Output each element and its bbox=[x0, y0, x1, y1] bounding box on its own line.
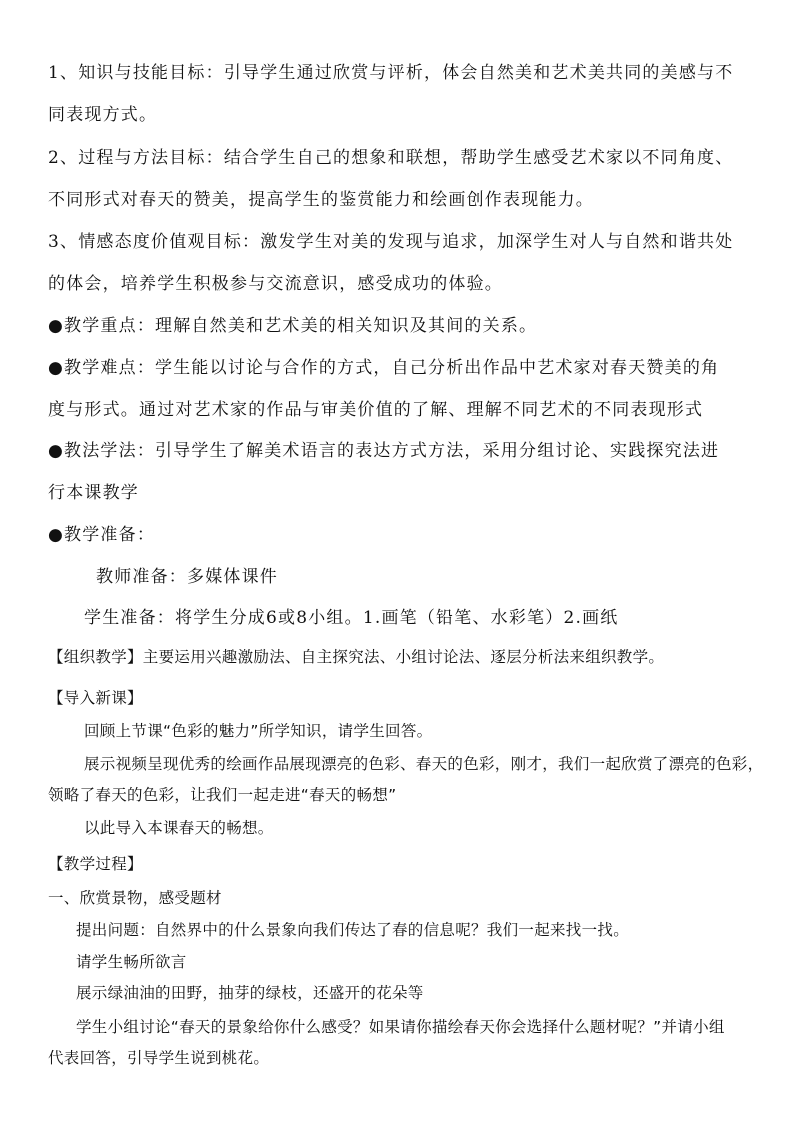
teacher-prep: 教师准备：多媒体课件 bbox=[96, 567, 278, 587]
intro-paragraph-1: 回顾上节课“色彩的魅力”所学知识，请学生回答。 bbox=[84, 722, 433, 740]
section-1-paragraph-4-line-2: 代表回答，引导学生说到桃花。 bbox=[48, 1049, 270, 1067]
goal-process-line-1: 2、过程与方法目标：结合学生自己的想象和联想，帮助学生感受艺术家以不同角度、 bbox=[48, 148, 734, 168]
goal-process-line-2: 不同形式对春天的赞美，提高学生的鉴赏能力和绘画创作表现能力。 bbox=[48, 190, 594, 210]
intro-paragraph-3: 以此导入本课春天的畅想。 bbox=[84, 819, 274, 837]
intro-paragraph-2-line-2: 领略了春天的色彩，让我们一起走进“春天的畅想” bbox=[48, 786, 397, 804]
teaching-key-point: ●教学重点：理解自然美和艺术美的相关知识及其间的关系。 bbox=[48, 316, 538, 336]
teaching-prep-heading: ●教学准备： bbox=[48, 525, 156, 545]
section-1-heading: 一、欣赏景物，感受题材 bbox=[48, 889, 222, 907]
teaching-difficulty-line-1: ●教学难点：学生能以讨论与合作的方式，自己分析出作品中艺术家对春天赞美的角 bbox=[48, 358, 720, 378]
goal-knowledge-line-1: 1、知识与技能目标：引导学生通过欣赏与评析，体会自然美和艺术美共同的美感与不 bbox=[48, 63, 734, 83]
goal-knowledge-line-2: 同表现方式。 bbox=[48, 105, 158, 125]
section-1-paragraph-3: 展示绿油油的田野，抽芽的绿枝，还盛开的花朵等 bbox=[76, 984, 424, 1002]
process-heading: 【教学过程】 bbox=[48, 855, 143, 873]
goal-emotion-line-1: 3、情感态度价值观目标：激发学生对美的发现与追求，加深学生对人与自然和谐共处 bbox=[48, 232, 734, 252]
student-prep: 学生准备：将学生分成6或8小组。1.画笔（铅笔、水彩笔）2.画纸 bbox=[84, 608, 619, 628]
intro-heading: 【导入新课】 bbox=[48, 689, 143, 707]
section-1-paragraph-1: 提出问题：自然界中的什么景象向我们传达了春的信息呢？我们一起来找一找。 bbox=[76, 921, 630, 939]
teaching-difficulty-line-2: 度与形式。通过对艺术家的作品与审美价值的了解、理解不同艺术的不同表现形式 bbox=[48, 400, 704, 420]
goal-emotion-line-2: 的体会，培养学生积极参与交流意识，感受成功的体验。 bbox=[48, 274, 503, 294]
section-1-paragraph-2: 请学生畅所欲言 bbox=[76, 953, 187, 971]
teaching-method-line-2: 行本课教学 bbox=[48, 483, 139, 503]
intro-paragraph-2-line-1: 展示视频呈现优秀的绘画作品展现漂亮的色彩、春天的色彩，刚才，我们一起欣赏了漂亮的色彩， bbox=[84, 755, 764, 773]
section-1-paragraph-4-line-1: 学生小组讨论“春天的景象给你什么感受？如果请你描绘春天你会选择什么题材呢？”并请小组 bbox=[76, 1018, 725, 1036]
organize-teaching: 【组织教学】主要运用兴趣激励法、自主探究法、小组讨论法、逐层分析法来组织教学。 bbox=[48, 648, 665, 666]
teaching-method-line-1: ●教法学法：引导学生了解美术语言的表达方式方法，采用分组讨论、实践探究法进 bbox=[48, 441, 720, 461]
